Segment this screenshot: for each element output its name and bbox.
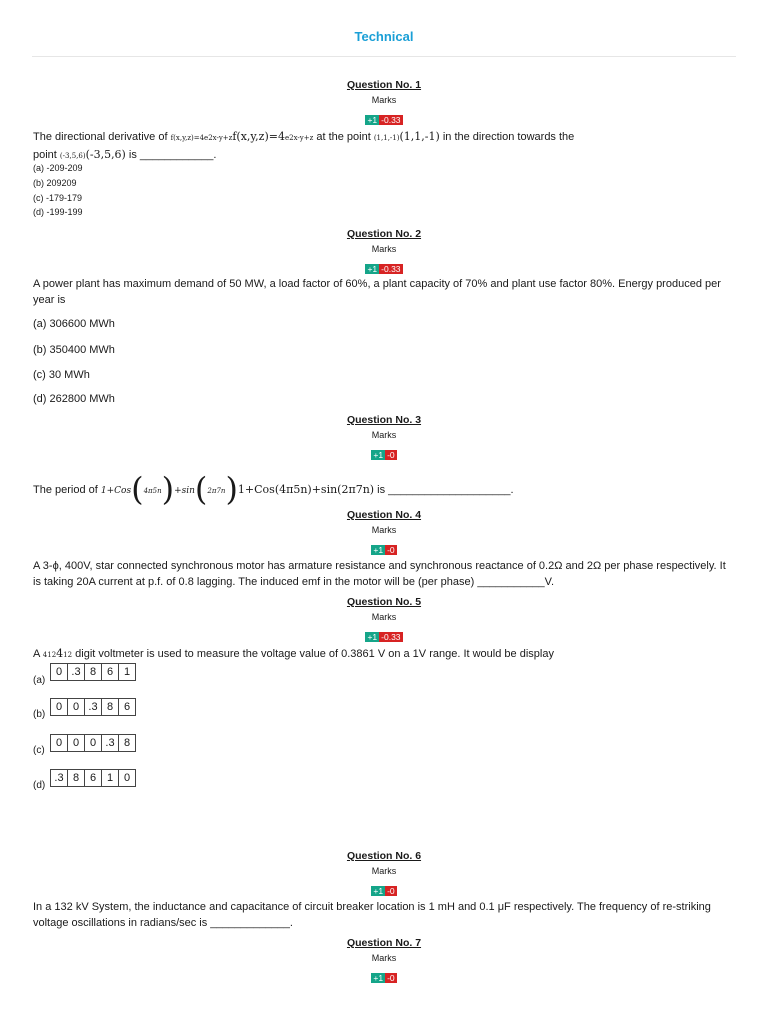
marks-badge (0, 973, 768, 983)
header-divider (32, 56, 736, 57)
positive-marks: +1 (373, 545, 384, 555)
option-d[interactable]: (d) -199-199 (33, 207, 83, 217)
digit-cell: 6 (102, 664, 119, 680)
digit-cell: 0 (51, 664, 68, 680)
page-title: Technical (354, 29, 414, 44)
question-4-header (0, 509, 768, 555)
question-title: Question No. 4 (346, 509, 422, 521)
option-d-display[interactable] (50, 769, 136, 787)
marks-label: Marks (371, 95, 397, 105)
negative-marks: -0 (387, 973, 395, 983)
digit-cell: 1 (102, 770, 119, 786)
digit-cell: .3 (85, 699, 102, 715)
option-a[interactable]: (a) 306600 MWh (33, 318, 115, 330)
question-title: Question No. 5 (346, 596, 422, 608)
question-1-text: The directional derivative of f(x,y,z)=4e2x-y+zf(x,y,z)=4e2x-y+z at the point (1,1,-1)(1,1,-1) in the direction towards the point (-3,5,6)(-3,5,6) is ____________. (33, 130, 575, 161)
question-2-header (0, 228, 768, 274)
marks-badge (0, 632, 768, 642)
option-b[interactable]: (b) 350400 MWh (33, 344, 115, 356)
option-b-display[interactable] (50, 698, 136, 716)
option-c-display[interactable] (50, 734, 136, 752)
positive-marks: +1 (373, 450, 384, 460)
digit-cell: 8 (102, 699, 119, 715)
option-c[interactable]: (c) 30 MWh (33, 369, 90, 381)
digit-cell: .3 (51, 770, 68, 786)
positive-marks: +1 (367, 632, 378, 642)
positive-marks: +1 (367, 264, 378, 274)
negative-marks: -0 (387, 886, 395, 896)
digit-cell: 8 (123, 737, 131, 749)
marks-label: Marks (371, 866, 397, 876)
digit-cell: 0 (85, 735, 102, 751)
option-d-label[interactable]: (d) (33, 780, 46, 791)
digit-cell: 6 (123, 701, 131, 713)
question-6-text: In a 132 kV System, the inductance and capacitance of circuit breaker location is 1 mH and 0.1 μF respectively. The frequency of re-striking voltage oscillations in radians/sec is _____________. (33, 901, 711, 929)
question-title: Question No. 2 (346, 228, 422, 240)
option-b[interactable]: (b) 209209 (33, 178, 77, 188)
marks-badge (0, 886, 768, 896)
question-5-header (0, 596, 768, 642)
negative-marks: -0.33 (381, 264, 401, 274)
positive-marks: +1 (373, 973, 384, 983)
digit-cell: 8 (85, 664, 102, 680)
question-1-header (0, 79, 768, 125)
question-5-text: A 412412 digit voltmeter is used to measure the voltage value of 0.3861 V on a 1V range. It would be display (33, 647, 554, 660)
digit-cell: .3 (102, 735, 119, 751)
negative-marks: -0.33 (381, 632, 401, 642)
marks-label: Marks (371, 244, 397, 254)
option-c-label[interactable]: (c) (33, 745, 45, 756)
question-title: Question No. 1 (346, 79, 422, 91)
digit-cell: 0 (68, 699, 85, 715)
marks-badge (0, 115, 768, 125)
question-6-header (0, 850, 768, 896)
option-b-label[interactable]: (b) (33, 709, 46, 720)
question-3-text: The period of 1+Cos(4π5n)+sin(2π7n)1+Cos(4π5n)+sin(2π7n) is ____________________. (33, 470, 514, 508)
digit-cell: 0 (51, 699, 68, 715)
digit-cell: 0 (123, 772, 131, 784)
option-d[interactable]: (d) 262800 MWh (33, 393, 115, 405)
question-title: Question No. 3 (346, 414, 422, 426)
negative-marks: -0 (387, 450, 395, 460)
marks-label: Marks (371, 430, 397, 440)
marks-badge (0, 450, 768, 460)
question-title: Question No. 6 (346, 850, 422, 862)
marks-label: Marks (371, 953, 397, 963)
digit-cell: 8 (68, 770, 85, 786)
question-7-header (0, 937, 768, 983)
marks-badge (0, 545, 768, 555)
digit-cell: .3 (68, 664, 85, 680)
marks-badge (0, 264, 768, 274)
digit-cell: 0 (51, 735, 68, 751)
digit-cell: 1 (123, 666, 131, 678)
question-title: Question No. 7 (346, 937, 422, 949)
positive-marks: +1 (373, 886, 384, 896)
marks-label: Marks (371, 525, 397, 535)
option-a[interactable]: (a) -209-209 (33, 163, 83, 173)
positive-marks: +1 (367, 115, 378, 125)
digit-cell: 6 (85, 770, 102, 786)
negative-marks: -0 (387, 545, 395, 555)
option-c[interactable]: (c) -179-179 (33, 193, 83, 203)
question-3-header (0, 414, 768, 460)
negative-marks: -0.33 (381, 115, 401, 125)
marks-label: Marks (371, 612, 397, 622)
question-2-text: A power plant has maximum demand of 50 MW, a load factor of 60%, a plant capacity of 70% and plant use factor 80%. Energy produced per year is (33, 278, 721, 306)
option-a-display[interactable] (50, 663, 136, 681)
digit-cell: 0 (68, 735, 85, 751)
question-4-text: A 3-ϕ, 400V, star connected synchronous motor has armature resistance and synchronous reactance of 0.2Ω and 2Ω per phase respectively. It is taking 20A current at p.f. of 0.8 lagging. The induced emf in the motor will be (per phase) ___________V. (33, 560, 726, 588)
option-a-label[interactable]: (a) (33, 675, 46, 686)
